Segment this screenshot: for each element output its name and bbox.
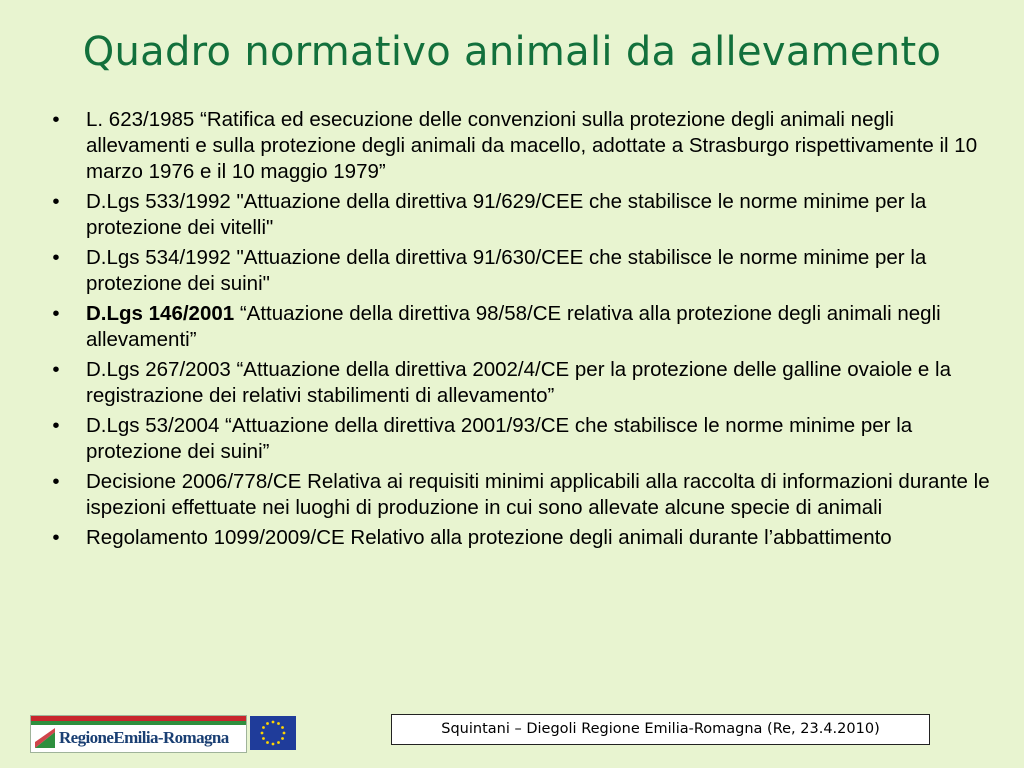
logo-green-stripe — [31, 721, 246, 725]
eu-star-icon — [266, 741, 269, 744]
eu-star-icon — [261, 732, 264, 735]
list-item — [46, 525, 996, 551]
eu-star-icon — [281, 737, 284, 740]
list-item — [46, 245, 996, 297]
eu-star-icon — [266, 722, 269, 725]
list-item — [46, 469, 996, 521]
bullet-icon: • — [52, 302, 60, 325]
footer-credit: Squintani – Diegoli Regione Emilia-Romagna (Re, 23.4.2010) — [391, 714, 930, 745]
bullet-icon: • — [52, 190, 60, 213]
bullet-text: D.Lgs 534/1992 "Attuazione della direttiva 91/630/CEE che stabilisce le norme minime per la protezione dei suini" — [86, 246, 927, 295]
bullet-bold-text: D.Lgs 146/2001 — [86, 302, 235, 325]
bullet-icon: • — [52, 246, 60, 269]
legislation-list — [46, 107, 996, 555]
bullet-text: D.Lgs 533/1992 "Attuazione della direttiva 91/629/CEE che stabilisce le norme minime per la protezione dei vitelli" — [86, 190, 927, 239]
bullet-icon: • — [52, 358, 60, 381]
eu-star-icon — [272, 743, 275, 746]
bullet-icon: • — [52, 414, 60, 437]
list-item — [46, 413, 996, 465]
regione-logo — [30, 715, 247, 753]
list-item — [46, 107, 996, 185]
list-item — [46, 301, 996, 353]
eu-flag-icon — [250, 716, 296, 750]
bullet-text: “Attuazione della direttiva 98/58/CE relativa alla protezione degli animali negli allevamenti” — [86, 302, 941, 351]
eu-star-icon — [272, 721, 275, 724]
eu-star-icon — [281, 726, 284, 729]
bullet-text: D.Lgs 53/2004 “Attuazione della direttiva 2001/93/CE che stabilisce le norme minime per la protezione dei suini” — [86, 414, 913, 463]
eu-star-icon — [277, 722, 280, 725]
bullet-text: D.Lgs 267/2003 “Attuazione della direttiva 2002/4/CE per la protezione delle galline ovaiole e la registrazione dei relativi stabilimenti di allevamento” — [86, 358, 951, 407]
footer-logo-group — [30, 715, 298, 753]
eu-star-icon — [262, 737, 265, 740]
eu-star-icon — [262, 726, 265, 729]
eu-star-icon — [277, 741, 280, 744]
bullet-text: Regolamento 1099/2009/CE Relativo alla protezione degli animali durante l’abbattimento — [86, 526, 892, 549]
slide-title: Quadro normativo animali da allevamento — [82, 29, 942, 75]
bullet-icon: • — [52, 470, 60, 493]
list-item — [46, 357, 996, 409]
bullet-icon: • — [52, 526, 60, 549]
bullet-text: Decisione 2006/778/CE Relativa ai requisiti minimi applicabili alla raccolta di informazioni durante le ispezioni effettuate nei luoghi di produzione in cui sono allevate alcune specie di animali — [86, 470, 990, 519]
regione-logo-text: RegioneEmilia-Romagna — [59, 728, 229, 747]
regione-emilia-romagna-icon — [35, 728, 55, 748]
bullet-text: L. 623/1985 “Ratifica ed esecuzione delle convenzioni sulla protezione degli animali negli allevamenti e sulla protezione degli animali da macello, adottate a Strasburgo rispettivamente il 10 marzo 1976 e il 10 maggio 1979” — [86, 108, 978, 183]
bullet-icon: • — [52, 108, 60, 131]
eu-star-icon — [283, 732, 286, 735]
list-item — [46, 189, 996, 241]
